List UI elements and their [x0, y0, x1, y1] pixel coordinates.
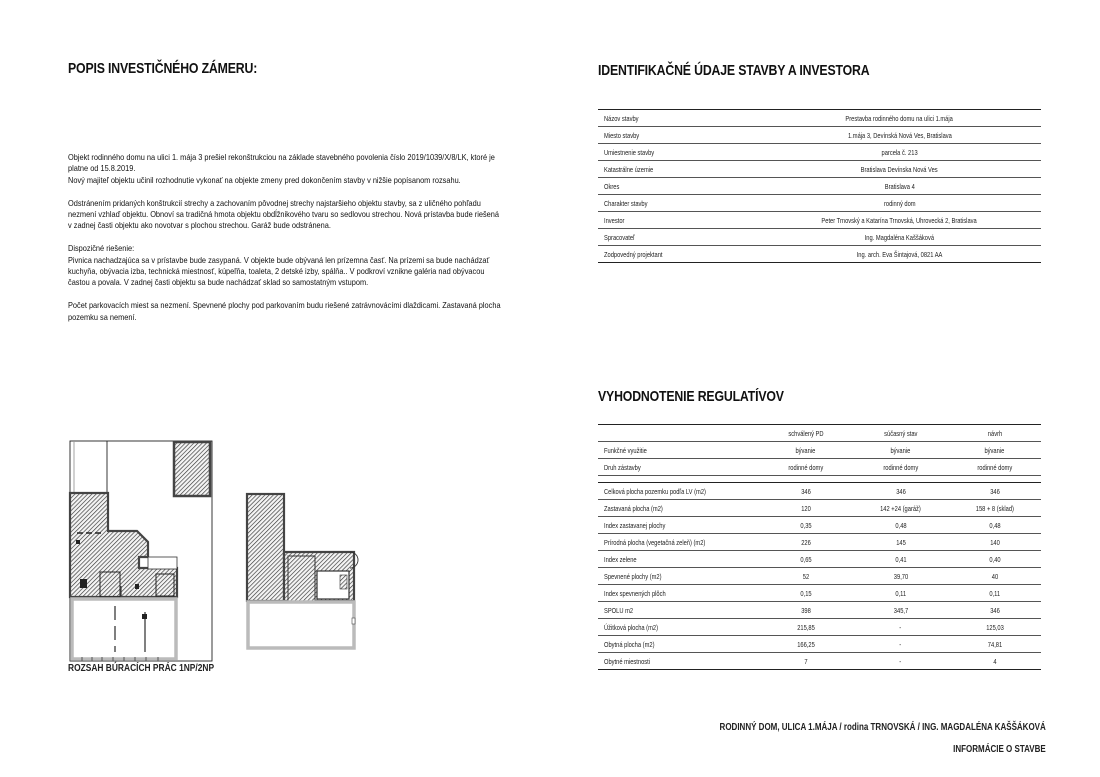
regulative-label	[598, 568, 758, 585]
regulative-value	[853, 619, 948, 636]
regulative-value	[758, 534, 853, 551]
cell-text: 346	[989, 486, 1000, 496]
cell-text: 345,7	[893, 605, 908, 615]
regulative-value	[758, 425, 853, 442]
identification-value	[758, 144, 1041, 161]
description-title: POPIS INVESTIČNÉHO ZÁMERU:	[68, 60, 258, 77]
regulative-label	[598, 551, 758, 568]
regulative-value	[853, 551, 948, 568]
cell-text: rodinné domy	[788, 462, 823, 472]
regulative-value	[948, 636, 1041, 653]
value-text: Ing. Magdaléna Kaššáková	[864, 232, 935, 242]
regulatives-title: VYHODNOTENIE REGULATÍVOV	[598, 388, 784, 405]
cell-text: Funkčné využitie	[604, 445, 647, 455]
regulative-value	[758, 636, 853, 653]
regulative-label	[598, 619, 758, 636]
regulative-value	[853, 568, 948, 585]
regulative-label	[598, 517, 758, 534]
identification-value	[758, 161, 1041, 178]
cell-text: 0,48	[988, 520, 1001, 530]
cell-text: 0,11	[895, 588, 906, 598]
identification-row	[598, 161, 1041, 178]
cell-text: bývanie	[890, 445, 911, 455]
value-text: parcela č. 213	[881, 147, 918, 157]
regulative-value	[853, 425, 948, 442]
column-element	[142, 614, 147, 619]
regulative-value	[758, 602, 853, 619]
identification-value	[758, 195, 1041, 212]
regulative-value	[948, 425, 1041, 442]
regulative-value	[853, 517, 948, 534]
regulative-value	[948, 653, 1041, 670]
label-text: Katastrálne územie	[604, 164, 654, 174]
label-text: Spracovateľ	[604, 232, 635, 242]
regulative-label	[598, 653, 758, 670]
identification-row	[598, 212, 1041, 229]
regulatives-table	[598, 424, 1041, 670]
cell-text: 398	[800, 605, 811, 615]
identification-value	[758, 110, 1041, 127]
value-text: Bratislava 4	[884, 181, 915, 191]
footer-section-title: INFORMÁCIE O STAVBE	[953, 744, 1046, 755]
label-text: Investor	[604, 215, 625, 225]
regulative-label	[598, 602, 758, 619]
regulative-value	[758, 442, 853, 459]
label-text: Okres	[604, 181, 620, 191]
regulative-value	[853, 534, 948, 551]
regulatives-row	[598, 442, 1041, 459]
regulatives-row	[598, 500, 1041, 517]
demolition-tower	[247, 494, 284, 601]
regulative-value	[758, 483, 853, 500]
plan-2np	[247, 494, 358, 648]
window-element	[352, 618, 355, 624]
identification-label	[598, 195, 758, 212]
label-text: Charakter stavby	[604, 198, 648, 208]
cell-text: 0,35	[799, 520, 812, 530]
cell-text: 120	[800, 503, 811, 513]
regulative-label	[598, 442, 758, 459]
cell-text: 7	[803, 656, 808, 666]
regulatives-row	[598, 602, 1041, 619]
regulatives-row	[598, 534, 1041, 551]
regulative-value	[948, 551, 1041, 568]
identification-title: IDENTIFIKAČNÉ ÚDAJE STAVBY A INVESTORA	[598, 62, 870, 79]
cell-text: 166,25	[796, 639, 815, 649]
column-element	[135, 584, 139, 589]
identification-value	[758, 127, 1041, 144]
table-spacer	[598, 476, 1041, 483]
identification-label	[598, 161, 758, 178]
regulatives-header-row	[598, 425, 1041, 442]
regulative-value	[948, 459, 1041, 476]
annex-room	[288, 556, 315, 601]
label-text: Umiestnenie stavby	[604, 147, 655, 157]
plan-1np	[70, 441, 212, 661]
drawing-caption: ROZSAH BÚRACÍCH PRÁC 1NP/2NP	[68, 662, 215, 674]
regulative-value	[853, 459, 948, 476]
regulative-value	[948, 602, 1041, 619]
description-paragraph: Pivnica nachadzajúca sa v prístavbe bude zasypaná. V objekte bude obývaná len prízemna časť. Na prízemi sa bude nachádzať kuchyňa, obývacia izba, technická miestnosť, kúpeľňa, toaleta, 2 detské izby, spálňa.. V podkroví vznikne galéria nad obývacou častou a povala. V zadnej časti objektu sa bude nachádzať sklad so samostatným vstupom.	[68, 254, 490, 288]
regulative-value	[853, 653, 948, 670]
regulative-value	[758, 568, 853, 585]
regulatives-row	[598, 568, 1041, 585]
cell-text: 346	[989, 605, 1000, 615]
identification-label	[598, 229, 758, 246]
cell-text: 158 + 8 (sklad)	[975, 503, 1014, 513]
regulative-value	[758, 585, 853, 602]
cell-text: 0,48	[894, 520, 907, 530]
regulative-value	[853, 500, 948, 517]
cell-text: Prírodná plocha (vegetačná zeleň) (m2)	[604, 537, 706, 547]
regulative-value	[758, 551, 853, 568]
regulative-value	[853, 442, 948, 459]
regulative-value	[948, 534, 1041, 551]
description-paragraph: Objekt rodinného domu na ulici 1. mája 3 prešiel rekonštrukciou na základe stavebného povolenia číslo 2019/1039/X/8/LK, ktoré je platne od 15.8.2019.	[68, 152, 495, 174]
regulatives-row	[598, 636, 1041, 653]
regulative-value	[758, 619, 853, 636]
cell-text: -	[899, 656, 902, 666]
regulative-label	[598, 585, 758, 602]
regulative-value	[853, 585, 948, 602]
cell-text: 145	[895, 537, 906, 547]
value-text: Ing. arch. Eva Šintajová, 0821 AA	[856, 249, 943, 259]
identification-label	[598, 178, 758, 195]
cell-text: bývanie	[795, 445, 816, 455]
cell-text: SPOLU m2	[604, 605, 634, 615]
cell-text: rodinné domy	[883, 462, 918, 472]
cell-text: návrh	[987, 428, 1002, 438]
value-text: Peter Trnovský a Katarína Trnovská, Uhrovecká 2, Bratislava	[821, 215, 978, 225]
stair-element	[80, 579, 87, 588]
identification-label	[598, 144, 758, 161]
regulative-label	[598, 483, 758, 500]
value-text: Bratislava Devínska Nová Ves	[860, 164, 939, 174]
cell-text: 215,85	[796, 622, 815, 632]
value-text: rodinný dom	[883, 198, 916, 208]
regulative-label	[598, 425, 758, 442]
regulative-value	[853, 602, 948, 619]
cell-text: bývanie	[984, 445, 1005, 455]
regulatives-row	[598, 653, 1041, 670]
description-paragraph: Počet parkovacích miest sa nezmení. Spevnené plochy pod parkovaním budu riešené zatrávnovácími dlaždicami. Zastavaná plocha pozemku sa nemení.	[68, 300, 501, 322]
regulative-value	[948, 517, 1041, 534]
regulative-value	[758, 459, 853, 476]
cell-text: 226	[800, 537, 811, 547]
cell-text: schválený PD	[787, 428, 824, 438]
identification-row	[598, 178, 1041, 195]
regulatives-row	[598, 517, 1041, 534]
identification-row	[598, 127, 1041, 144]
cell-text: 4	[992, 656, 997, 666]
label-text: Názov stavby	[604, 113, 639, 123]
identification-value	[758, 229, 1041, 246]
regulatives-row	[598, 483, 1041, 500]
cell-text: 0,41	[894, 554, 907, 564]
cell-text: Obytné miestnosti	[604, 656, 651, 666]
cell-text: 0,15	[799, 588, 812, 598]
cell-text: 0,65	[799, 554, 812, 564]
label-text: Miesto stavby	[604, 130, 640, 140]
identification-label	[598, 246, 758, 263]
cell-text: -	[899, 639, 902, 649]
footer-project-line: RODINNÝ DOM, ULICA 1.MÁJA / rodina TRNOVSKÁ / ING. MAGDALÉNA KAŠŠÁKOVÁ	[719, 722, 1046, 733]
identification-row	[598, 246, 1041, 263]
cell-text: 74,81	[987, 639, 1002, 649]
regulative-label	[598, 534, 758, 551]
cell-text: -	[899, 622, 902, 632]
regulative-label	[598, 459, 758, 476]
identification-row	[598, 229, 1041, 246]
existing-2np-floor	[248, 602, 354, 648]
value-text: Prestavba rodinného domu na ulici 1.mája	[845, 113, 954, 123]
regulative-value	[948, 568, 1041, 585]
regulative-value	[758, 517, 853, 534]
description-paragraph: Odstránením pridaných konštrukcií strechy a zachovaním pôvodnej strechy najstaršieho objektu stavby, sa z uličného pohľadu nezmení vzhlaď objektu. Obnoví sa tradičná hmota objektu obdĺžnikového tvaru so sedlovou strechou. Nová prístavba bude riešená v zadnej časti objektu ako novotvar s plochou strechou. Garáž bude odstránena.	[68, 197, 499, 231]
cell-text: 0,11	[989, 588, 1000, 598]
identification-row	[598, 110, 1041, 127]
cell-text: 52	[802, 571, 809, 581]
identification-label	[598, 212, 758, 229]
identification-label	[598, 110, 758, 127]
cell-text: 346	[800, 486, 811, 496]
cell-text: Spevnené plochy (m2)	[604, 571, 662, 581]
regulative-value	[948, 619, 1041, 636]
spacer-cell	[598, 476, 1041, 483]
regulatives-row	[598, 619, 1041, 636]
cell-text: Index zelene	[604, 554, 637, 564]
identification-row	[598, 144, 1041, 161]
cell-text: Obytná plocha (m2)	[604, 639, 655, 649]
existing-ground-floor	[72, 599, 176, 659]
cell-text: 40	[991, 571, 998, 581]
identification-value	[758, 246, 1041, 263]
identification-table	[598, 109, 1041, 263]
identification-row	[598, 195, 1041, 212]
stair-element	[340, 575, 347, 589]
identification-label	[598, 127, 758, 144]
identification-value	[758, 178, 1041, 195]
cell-text: 39,70	[893, 571, 908, 581]
column-element	[76, 540, 80, 544]
regulative-value	[758, 653, 853, 670]
cell-text: Index zastavanej plochy	[604, 520, 666, 530]
regulative-value	[948, 585, 1041, 602]
cell-text: Úžitková plocha (m2)	[604, 622, 659, 632]
cell-text: 125,03	[985, 622, 1004, 632]
label-text: Zodpovedný projektant	[604, 249, 663, 259]
cell-text: Druh zástavby	[604, 462, 641, 472]
cell-text: Celková plocha pozemku podľa LV (m2)	[604, 486, 706, 496]
regulatives-row	[598, 551, 1041, 568]
regulative-value	[948, 483, 1041, 500]
cell-text: rodinné domy	[977, 462, 1012, 472]
cell-text: 346	[895, 486, 906, 496]
regulative-value	[853, 636, 948, 653]
cell-text: Zastavaná plocha (m2)	[604, 503, 663, 513]
annex-outline	[148, 557, 177, 569]
regulative-label	[598, 636, 758, 653]
cell-text: 0,40	[988, 554, 1001, 564]
regulative-value	[948, 442, 1041, 459]
description-paragraph: Nový majiteľ objektu učinil rozhodnutie vykonať na objekte zmeny pred dokončením stavby v nižšie popísanom rozsahu.	[68, 174, 461, 185]
cell-text: 142 +24 (garáž)	[880, 503, 921, 513]
regulative-label	[598, 500, 758, 517]
garage-demolition	[174, 442, 210, 496]
layout-subheading: Dispozičné riešenie:	[68, 243, 135, 254]
cell-text: 140	[989, 537, 1000, 547]
cell-text: súčasný stav	[883, 428, 918, 438]
regulative-value	[758, 500, 853, 517]
regulative-value	[948, 500, 1041, 517]
regulative-value	[853, 483, 948, 500]
cell-text: Index spevnených plôch	[604, 588, 666, 598]
regulatives-row	[598, 585, 1041, 602]
value-text: 1.mája 3, Devínská Nová Ves, Bratislava	[847, 130, 952, 140]
identification-value	[758, 212, 1041, 229]
regulatives-row	[598, 459, 1041, 476]
